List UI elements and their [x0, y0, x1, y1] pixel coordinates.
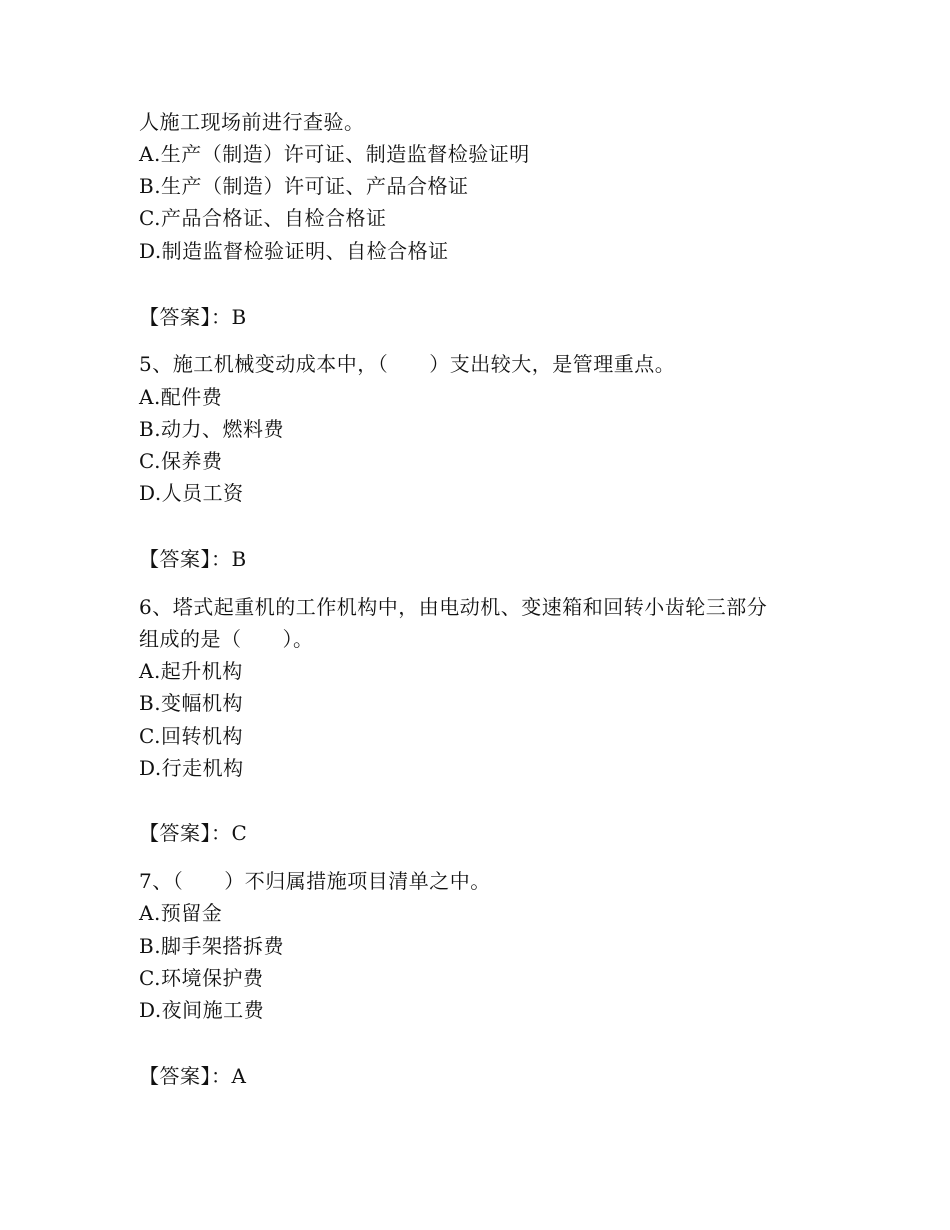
question-6-answer: 【答案】：C [139, 821, 248, 845]
answer-line: 【答案】：B [139, 305, 247, 329]
question-5-option-b: B.动力、燃料费 [139, 417, 285, 441]
question-6-option-b: B.变幅机构 [139, 691, 244, 715]
question-7-option-d: D.夜间施工费 [139, 998, 265, 1022]
question-5-answer: 【答案】：B [139, 547, 247, 571]
option-a: A.生产（制造）许可证、制造监督检验证明 [139, 142, 530, 166]
question-5-stem: 5、施工机械变动成本中，（ ）支出较大，是管理重点。 [139, 352, 676, 376]
question-7-answer: 【答案】：A [139, 1064, 247, 1088]
question-5-option-d: D.人员工资 [139, 481, 244, 505]
option-d: D.制造监督检验证明、自检合格证 [139, 239, 449, 263]
question-5-option-c: C.保养费 [139, 449, 223, 473]
question-stem-continuation: 人施工现场前进行查验。 [139, 110, 365, 134]
option-c: C.产品合格证、自检合格证 [139, 206, 387, 230]
question-7-option-c: C.环境保护费 [139, 966, 264, 990]
question-7-option-b: B.脚手架搭拆费 [139, 934, 285, 958]
question-5-option-a: A.配件费 [139, 385, 223, 409]
option-b: B.生产（制造）许可证、产品合格证 [139, 174, 469, 198]
question-6-stem-line2: 组成的是（ ）。 [139, 627, 314, 651]
question-6-stem-line1: 6、塔式起重机的工作机构中，由电动机、变速箱和回转小齿轮三部分 [139, 595, 768, 619]
question-6-option-a: A.起升机构 [139, 659, 243, 683]
question-6-option-d: D.行走机构 [139, 756, 244, 780]
question-7-option-a: A.预留金 [139, 901, 223, 925]
question-7-stem: 7、（ ）不归属措施项目清单之中。 [139, 869, 491, 893]
question-6-option-c: C.回转机构 [139, 724, 243, 748]
